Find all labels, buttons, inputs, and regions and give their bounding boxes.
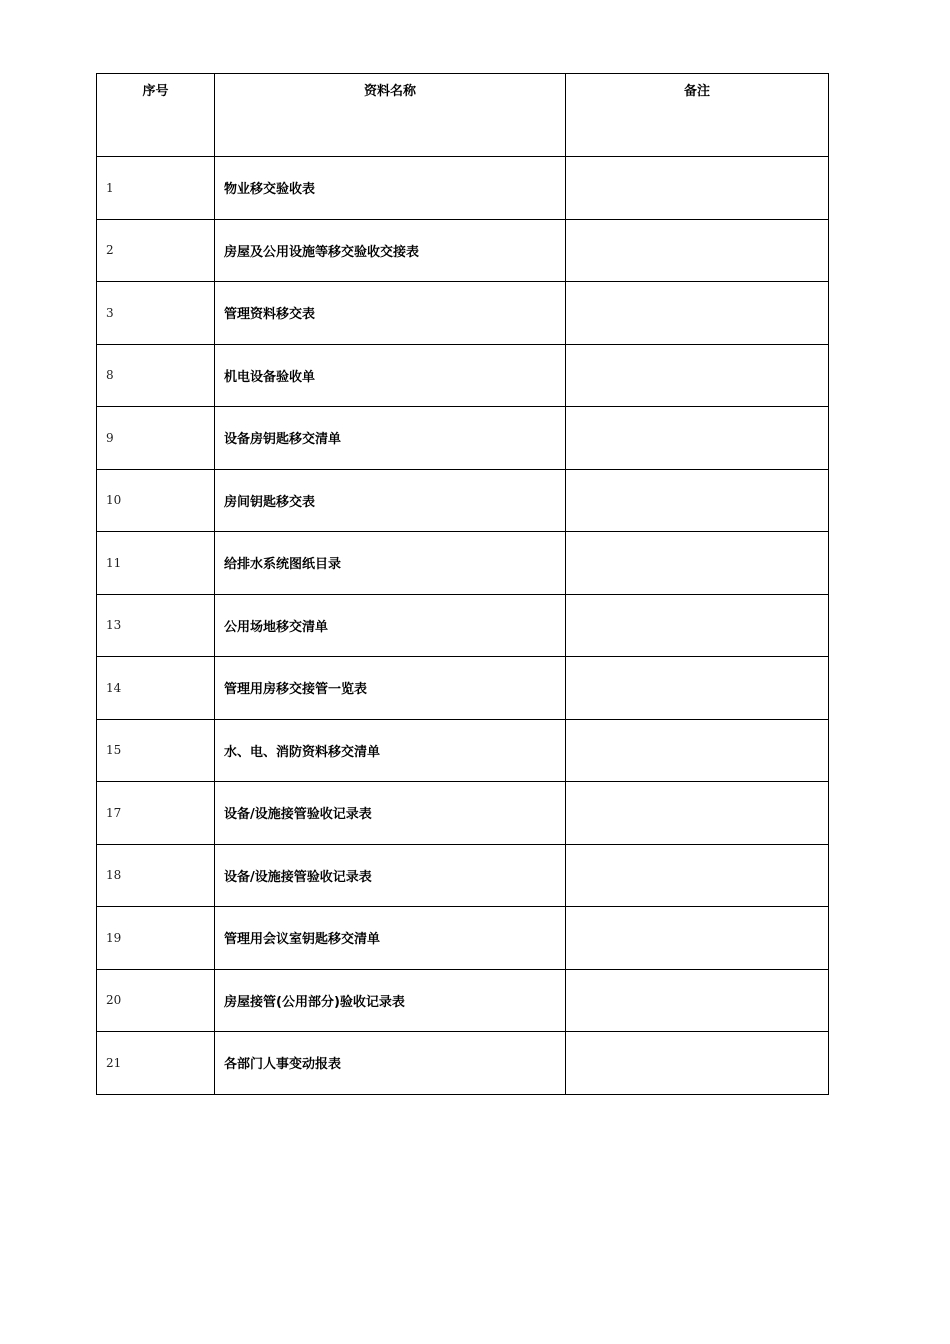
row-number: 15 bbox=[97, 719, 215, 782]
row-number: 13 bbox=[97, 594, 215, 657]
row-name: 物业移交验收表 bbox=[215, 157, 566, 220]
row-number: 11 bbox=[97, 532, 215, 595]
table-row bbox=[97, 1032, 829, 1095]
row-name: 公用场地移交清单 bbox=[215, 594, 566, 657]
row-note bbox=[566, 719, 829, 782]
row-note bbox=[566, 594, 829, 657]
row-number: 10 bbox=[97, 469, 215, 532]
table-row bbox=[97, 844, 829, 907]
table-row bbox=[97, 594, 829, 657]
header-name: 资料名称 bbox=[215, 74, 566, 157]
table-body bbox=[97, 157, 829, 1095]
row-note bbox=[566, 1032, 829, 1095]
header-note: 备注 bbox=[566, 74, 829, 157]
table-row bbox=[97, 219, 829, 282]
row-note bbox=[566, 282, 829, 345]
table-row bbox=[97, 469, 829, 532]
row-note bbox=[566, 532, 829, 595]
table-row bbox=[97, 719, 829, 782]
table-row bbox=[97, 907, 829, 970]
row-name: 管理资料移交表 bbox=[215, 282, 566, 345]
table-row bbox=[97, 282, 829, 345]
row-number: 17 bbox=[97, 782, 215, 845]
document-table bbox=[96, 73, 829, 1095]
row-name: 各部门人事变动报表 bbox=[215, 1032, 566, 1095]
row-number: 18 bbox=[97, 844, 215, 907]
row-number: 1 bbox=[97, 157, 215, 220]
row-name: 设备/设施接管验收记录表 bbox=[215, 844, 566, 907]
table-row bbox=[97, 157, 829, 220]
header-number: 序号 bbox=[97, 74, 215, 157]
row-note bbox=[566, 907, 829, 970]
row-number: 9 bbox=[97, 407, 215, 470]
row-note bbox=[566, 469, 829, 532]
row-note bbox=[566, 844, 829, 907]
table-row bbox=[97, 407, 829, 470]
row-name: 设备/设施接管验收记录表 bbox=[215, 782, 566, 845]
row-number: 2 bbox=[97, 219, 215, 282]
row-name: 管理用房移交接管一览表 bbox=[215, 657, 566, 720]
row-note bbox=[566, 344, 829, 407]
row-number: 14 bbox=[97, 657, 215, 720]
row-name: 房屋接管(公用部分)验收记录表 bbox=[215, 969, 566, 1032]
row-name: 设备房钥匙移交清单 bbox=[215, 407, 566, 470]
row-number: 20 bbox=[97, 969, 215, 1032]
table-row bbox=[97, 532, 829, 595]
table-row bbox=[97, 782, 829, 845]
row-name: 房间钥匙移交表 bbox=[215, 469, 566, 532]
row-note bbox=[566, 407, 829, 470]
row-note bbox=[566, 157, 829, 220]
row-name: 给排水系统图纸目录 bbox=[215, 532, 566, 595]
row-name: 水、电、消防资料移交清单 bbox=[215, 719, 566, 782]
table-row bbox=[97, 969, 829, 1032]
row-note bbox=[566, 219, 829, 282]
row-name: 管理用会议室钥匙移交清单 bbox=[215, 907, 566, 970]
table-row bbox=[97, 344, 829, 407]
row-name: 机电设备验收单 bbox=[215, 344, 566, 407]
row-note bbox=[566, 657, 829, 720]
row-note bbox=[566, 969, 829, 1032]
row-number: 19 bbox=[97, 907, 215, 970]
row-number: 8 bbox=[97, 344, 215, 407]
table-row bbox=[97, 657, 829, 720]
row-number: 21 bbox=[97, 1032, 215, 1095]
row-name: 房屋及公用设施等移交验收交接表 bbox=[215, 219, 566, 282]
row-number: 3 bbox=[97, 282, 215, 345]
table-header-row bbox=[97, 74, 829, 157]
row-note bbox=[566, 782, 829, 845]
